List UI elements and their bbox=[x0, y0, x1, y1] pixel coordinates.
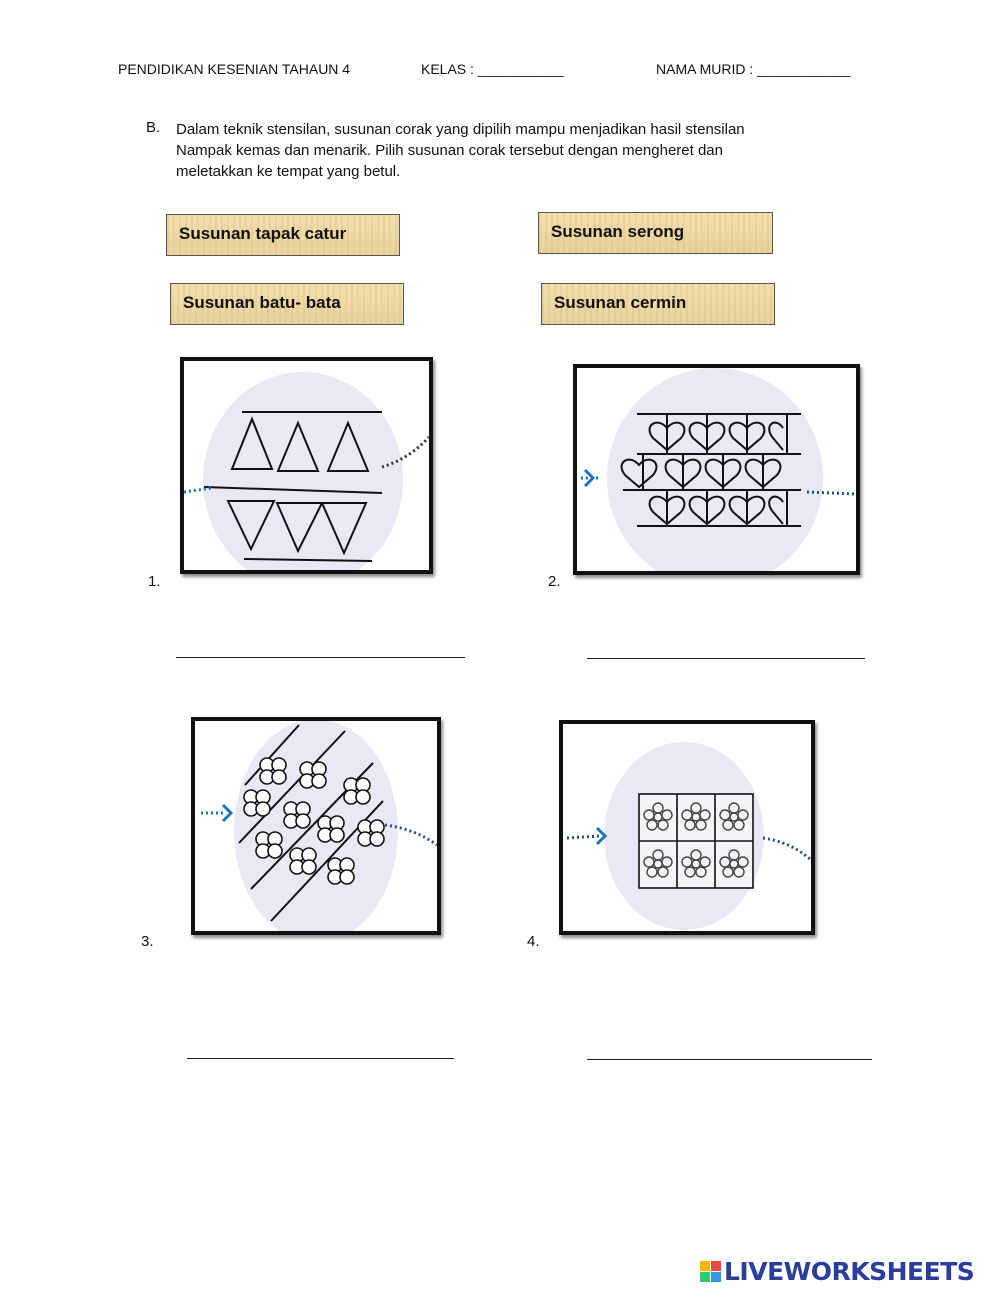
subject-title: PENDIDIKAN KESENIAN TAHAUN 4 bbox=[118, 61, 351, 77]
stencil-picture-4 bbox=[559, 720, 815, 935]
item-number-2: 2. bbox=[548, 573, 561, 590]
triangle-pattern-image bbox=[184, 361, 429, 570]
section-letter: B. bbox=[146, 119, 161, 136]
answer-dropzone-1[interactable] bbox=[176, 637, 465, 658]
stencil-picture-2 bbox=[573, 364, 860, 575]
diagonal-flower-pattern-image bbox=[195, 721, 437, 931]
answer-dropzone-2[interactable] bbox=[587, 638, 865, 659]
option-chip-tapak-catur[interactable]: Susunan tapak catur bbox=[166, 214, 400, 256]
stencil-picture-1 bbox=[180, 357, 433, 574]
student-name-field-label: NAMA MURID : ____________ bbox=[656, 61, 851, 77]
instruction-line: Dalam teknik stensilan, susunan corak yang dipilih mampu menjadikan hasil stensilan bbox=[176, 121, 745, 138]
item-number-4: 4. bbox=[527, 933, 540, 950]
instruction-line: meletakkan ke tempat yang betul. bbox=[176, 163, 401, 180]
brand-name: LIVEWORKSHEETS bbox=[724, 1256, 975, 1286]
instruction-line: Nampak kemas dan menarik. Pilih susunan corak tersebut dengan mengheret dan bbox=[176, 142, 723, 159]
heart-brick-pattern-image bbox=[577, 368, 856, 571]
item-number-1: 1. bbox=[148, 573, 161, 590]
option-chip-serong[interactable]: Susunan serong bbox=[538, 212, 773, 254]
instruction-text bbox=[176, 119, 876, 182]
logo-blocks-icon bbox=[700, 1261, 721, 1282]
option-chip-batu-bata[interactable]: Susunan batu- bata bbox=[170, 283, 404, 325]
answer-dropzone-4[interactable] bbox=[587, 1039, 872, 1060]
liveworksheets-logo bbox=[700, 1256, 974, 1286]
flower-grid-pattern-image bbox=[563, 724, 811, 931]
class-field-label: KELAS : ___________ bbox=[421, 61, 564, 77]
stencil-picture-3 bbox=[191, 717, 441, 935]
answer-dropzone-3[interactable] bbox=[187, 1038, 454, 1059]
option-chip-cermin[interactable]: Susunan cermin bbox=[541, 283, 775, 325]
item-number-3: 3. bbox=[141, 933, 154, 950]
